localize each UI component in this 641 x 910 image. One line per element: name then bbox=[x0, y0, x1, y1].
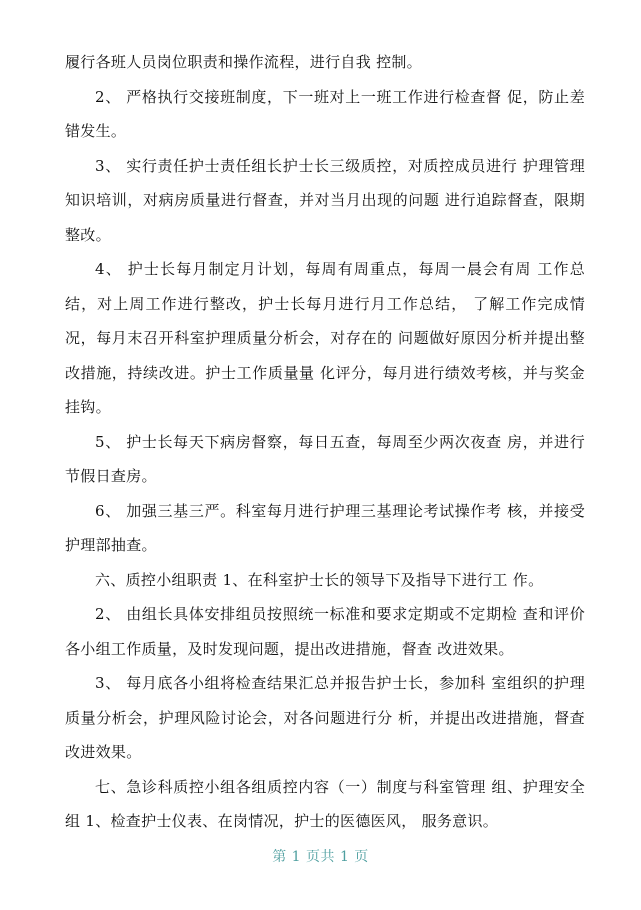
paragraph-10: 七、急诊科质控小组各组质控内容（一）制度与科室管理 组、护理安全组 1、检查护士仪表、在岗情况，护士的医德医风， 服务意识。 bbox=[65, 777, 585, 830]
paragraph-1: 履行各班人员岗位职责和操作流程，进行自我 控制。 bbox=[65, 53, 422, 71]
paragraph-3: 3、 实行责任护士责任组长护士长三级质控，对质控成员进行 护理管理知识培训，对病房质量进行督查，并对当月出现的问题 进行追踪督查，限期整改。 bbox=[65, 156, 585, 244]
paragraph-2: 2、 严格执行交接班制度，下一班对上一班工作进行检查督 促，防止差错发生。 bbox=[65, 87, 585, 140]
paragraph-5: 5、 护士长每天下病房督察，每日五查，每周至少两次夜查 房，并进行节假日查房。 bbox=[65, 432, 585, 485]
paragraph-4: 4、 护士长每月制定月计划，每周有周重点，每周一晨会有周 工作总结，对上周工作进行整改，护士长每月进行月工作总结， 了解工作完成情况，每月末召开科室护理质量分析会，对存在的 问题做好原因分析并提出整改措施，持续改进。护士工作质量量 化评分，每月进行绩效考核，并与奖金挂钩。 bbox=[65, 260, 585, 416]
document-body bbox=[65, 45, 585, 839]
paragraph-8: 2、 由组长具体安排组员按照统一标准和要求定期或不定期检 查和评价各小组工作质量，及时发现问题，提出改进措施，督查 改进效果。 bbox=[65, 605, 585, 658]
paragraph-6: 6、 加强三基三严。科室每月进行护理三基理论考试操作考 核，并接受护理部抽查。 bbox=[65, 501, 585, 554]
paragraph-9: 3、 每月底各小组将检查结果汇总并报告护士长，参加科 室组织的护理质量分析会，护理风险讨论会，对各问题进行分 析，并提出改进措施，督查改进效果。 bbox=[65, 674, 585, 761]
paragraph-7: 六、质控小组职责 1、在科室护士长的领导下及指导下进行工 作。 bbox=[95, 570, 544, 589]
page-footer: 第 1 页共 1 页 bbox=[272, 849, 369, 865]
